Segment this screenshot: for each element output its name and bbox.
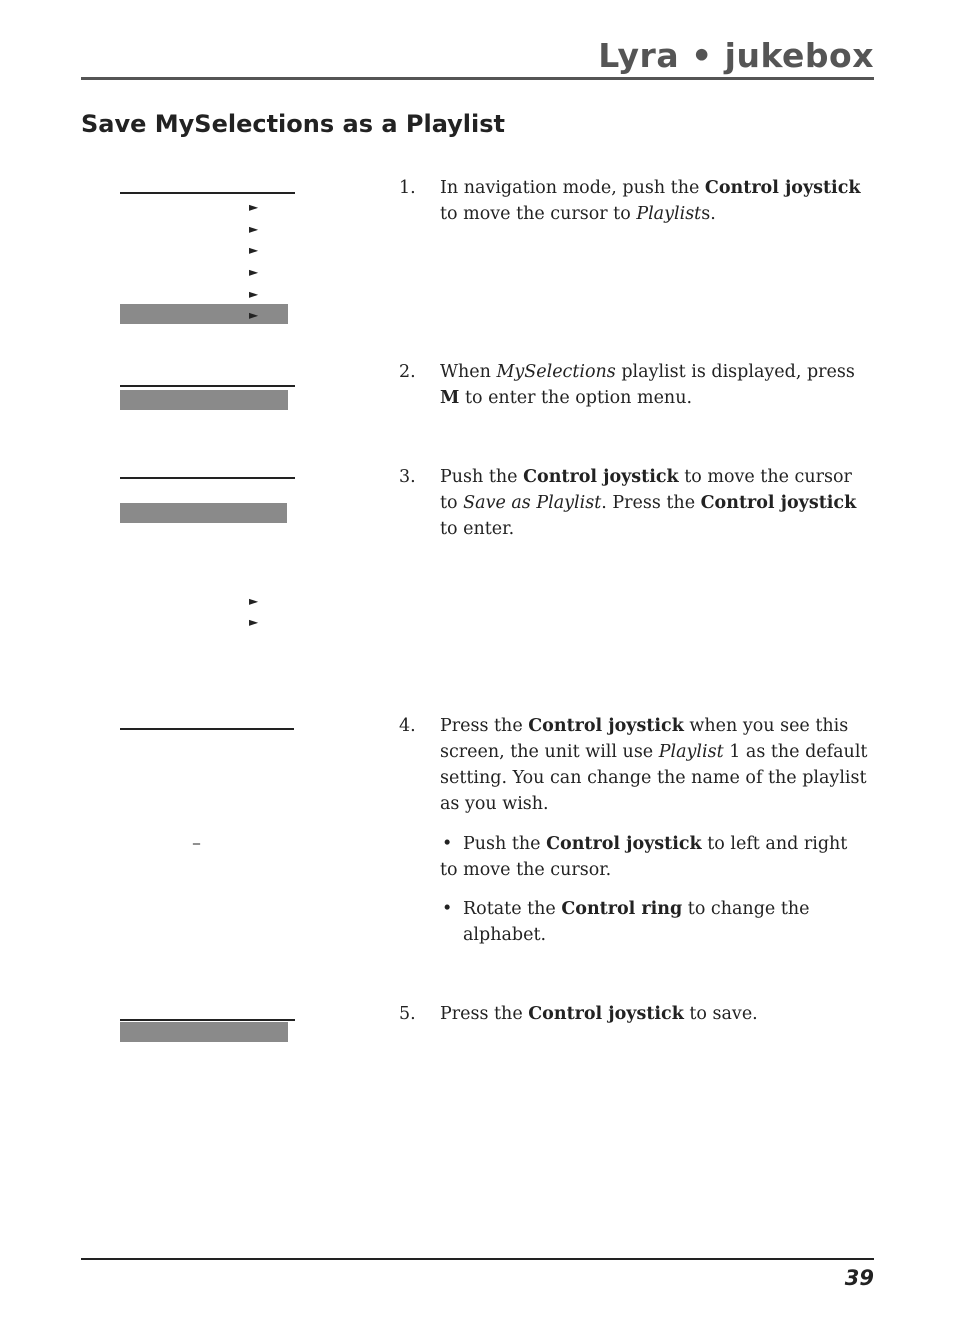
text-cursor-icon: _ bbox=[193, 829, 200, 845]
screen1-top-line bbox=[120, 192, 295, 194]
step-number: 1. bbox=[399, 178, 416, 198]
arrow-right-icon: ► bbox=[249, 615, 259, 629]
bullet-item: • Rotate the Control ring to change the alphabet. bbox=[440, 896, 874, 948]
screen3-top-line bbox=[120, 477, 295, 479]
arrow-right-icon: ► bbox=[249, 200, 259, 214]
arrow-right-icon: ► bbox=[249, 265, 259, 279]
arrow-right-icon: ► bbox=[249, 243, 259, 257]
bullet-item: • Push the Control joystick to left and right to move the cursor. bbox=[440, 831, 874, 883]
screen1-highlight-bar bbox=[120, 304, 288, 324]
step-1 bbox=[399, 175, 869, 227]
page-number: 39 bbox=[844, 1266, 874, 1290]
bullet-icon: • bbox=[442, 899, 453, 919]
step-number: 4. bbox=[399, 716, 416, 736]
arrow-right-icon: ► bbox=[249, 287, 259, 301]
arrow-right-icon: ► bbox=[249, 308, 259, 322]
screen2-top-line bbox=[120, 385, 295, 387]
step-text: Press the Control joystick to save. bbox=[440, 1004, 758, 1024]
screen4-top-line bbox=[120, 728, 294, 730]
step-3 bbox=[399, 464, 874, 542]
section-title: Save MySelections as a Playlist bbox=[81, 110, 506, 138]
step-5 bbox=[399, 1001, 874, 1027]
step-4 bbox=[399, 713, 874, 817]
header-rule bbox=[81, 77, 874, 80]
screen2-highlight-bar bbox=[120, 390, 288, 410]
step-number: 2. bbox=[399, 362, 416, 382]
arrow-right-icon: ► bbox=[249, 594, 259, 608]
step-text: Push the Control joystick to move the cursor to Save as Playlist. Press the Control joystick to enter. bbox=[440, 467, 857, 539]
step-2 bbox=[399, 359, 874, 411]
step-text: In navigation mode, push the Control joystick to move the cursor to Playlists. bbox=[440, 178, 861, 224]
footer-rule bbox=[81, 1258, 874, 1260]
step-number: 5. bbox=[399, 1004, 416, 1024]
screen5-highlight-bar bbox=[120, 1022, 288, 1042]
bullet-icon: • bbox=[442, 834, 453, 854]
step-text: When MySelections playlist is displayed, press M to enter the option menu. bbox=[440, 362, 855, 408]
screen5-top-line bbox=[120, 1019, 295, 1021]
page-header-title: Lyra • jukebox bbox=[598, 36, 874, 75]
screen3-highlight-bar bbox=[120, 503, 287, 523]
arrow-right-icon: ► bbox=[249, 222, 259, 236]
step-number: 3. bbox=[399, 467, 416, 487]
step-text: Press the Control joystick when you see this screen, the unit will use Playlist 1 as the default setting. You can change the name of the playlist as you wish. bbox=[440, 716, 868, 814]
